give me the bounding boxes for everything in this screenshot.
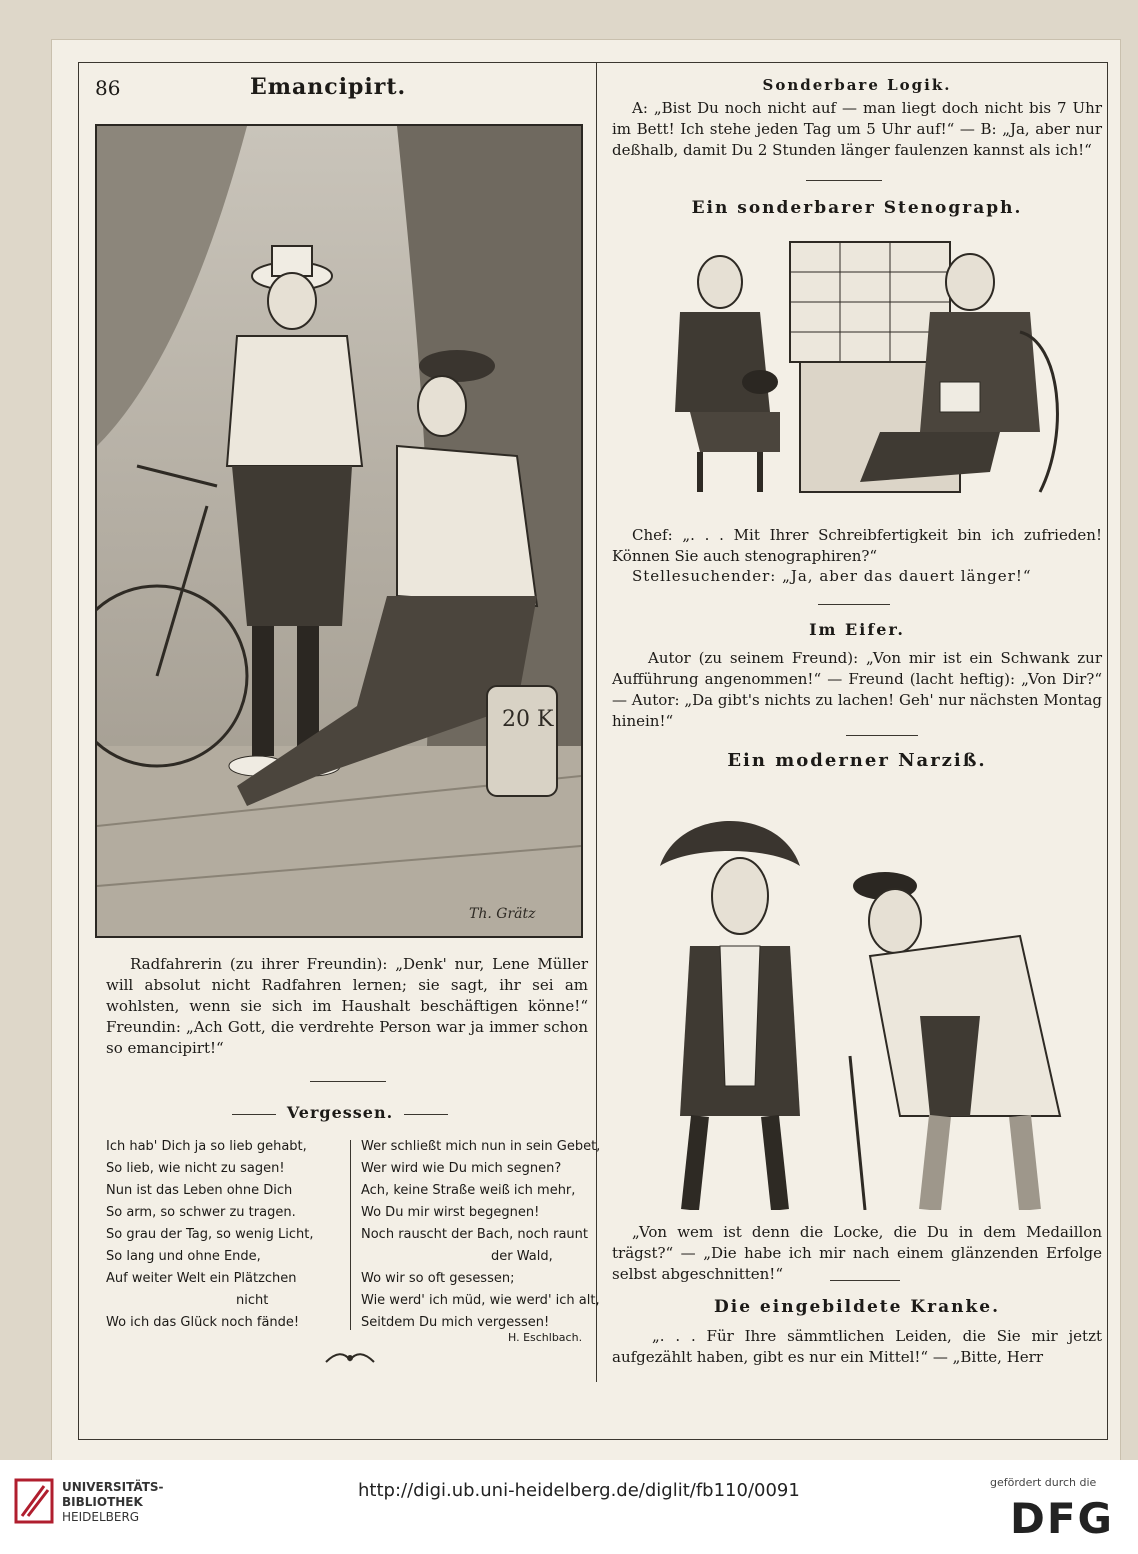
- library-line3: HEIDELBERG: [62, 1510, 140, 1524]
- page-title: Emancipirt.: [250, 74, 407, 100]
- office-drawing: [660, 232, 1094, 512]
- kranke-text: „. . . Für Ihre sämmtlichen Leiden, die Sie mir jetzt aufgezählt haben, gibt es nur ein Mittel!“ — „Bitte, Herr: [612, 1327, 1102, 1366]
- stenograph-title: Ein sonderbarer Stenograph.: [691, 198, 1023, 218]
- poem-line: Seitdem Du mich vergessen!: [361, 1315, 550, 1330]
- library-line2: BIBLIOTHEK: [62, 1495, 143, 1509]
- poem-line: Wo wir so oft gesessen;: [361, 1271, 515, 1286]
- logik-title: Sonderbare Logik.: [762, 76, 952, 94]
- stenograph-line2: Stellesuchender: „Ja, aber das dauert länger!“: [632, 567, 1032, 585]
- artist-signature: Th. Grätz: [469, 906, 536, 922]
- poem-author: H. Eschlbach.: [508, 1331, 583, 1344]
- eifer-rule: [846, 735, 918, 736]
- poem-left-column: [106, 1136, 342, 1334]
- milestone-label: 20 K: [502, 707, 554, 732]
- poem-line: Nun ist das Leben ohne Dich: [106, 1183, 293, 1198]
- poem-line: So lang und ohne Ende,: [106, 1249, 261, 1264]
- poem-line: Auf weiter Welt ein Plätzchen: [106, 1271, 297, 1286]
- poem-line: Wo ich das Glück noch fände!: [106, 1315, 300, 1330]
- poem-line: So grau der Tag, so wenig Licht,: [106, 1227, 314, 1242]
- narcissus-drawing: [620, 786, 1100, 1210]
- poem-line: Wer wird wie Du mich segnen?: [361, 1161, 562, 1176]
- poem-line: So lieb, wie nicht zu sagen!: [106, 1161, 285, 1176]
- poem-column-divider: [350, 1140, 351, 1330]
- page-number: 86: [95, 76, 121, 100]
- narziss-title: Ein moderner Narziß.: [727, 750, 987, 771]
- fleuron-ornament: [322, 1350, 378, 1368]
- eifer-text: Autor (zu seinem Freund): „Von mir ist ein Schwank zur Aufführung angenommen!“ — Freund (lacht heftig): „Von Dir?“ — Autor: „Da gibt's nichts zu lachen! Geh' nur nächsten Montag hinein!“: [612, 649, 1102, 730]
- poem-right-column: [361, 1136, 601, 1334]
- poem-ornament-left: [232, 1114, 276, 1115]
- caption-rule: [310, 1081, 386, 1082]
- dfg-logo: DFG: [1010, 1494, 1115, 1543]
- logik-text: A: „Bist Du noch nicht auf — man liegt doch nicht bis 7 Uhr im Bett! Ich stehe jeden Tag um 5 Uhr auf!“ — B: „Ja, aber nur deßhalb, damit Du 2 Stunden länger faulenzen kannst als ich!“: [612, 99, 1102, 159]
- library-logo-icon: [14, 1478, 54, 1524]
- eifer-title: Im Eifer.: [809, 620, 905, 639]
- poem-title: Vergessen.: [286, 1103, 394, 1122]
- man-with-cap: [850, 872, 1060, 1210]
- library-line1: UNIVERSITÄTS-: [62, 1480, 164, 1494]
- poem-line: Ach, keine Straße weiß ich mehr,: [361, 1183, 576, 1198]
- funding-note: gefördert durch die: [990, 1476, 1097, 1489]
- poem-line: Wer schließt mich nun in sein Gebet,: [361, 1139, 601, 1154]
- poem-line: So arm, so schwer zu tragen.: [106, 1205, 296, 1220]
- digitization-footer: [0, 1460, 1138, 1554]
- narziss-rule: [830, 1280, 900, 1281]
- poem-line: nicht: [236, 1293, 269, 1308]
- narziss-text: „Von wem ist denn die Locke, die Du in dem Medaillon trägst?“ — „Die habe ich mir nach einem glänzenden Erfolge selbst abgeschnitten!“: [612, 1223, 1102, 1283]
- cyclists-drawing: [97, 126, 581, 936]
- poem-ornament-right: [404, 1114, 448, 1115]
- stenograph-line1: Chef: „. . . Mit Ihrer Schreibfertigkeit bin ich zufrieden! Können Sie auch stenographiren?“: [612, 526, 1102, 565]
- poem-line: Ich hab' Dich ja so lieb gehabt,: [106, 1139, 307, 1154]
- main-caption: Radfahrerin (zu ihrer Freundin): „Denk' nur, Lene Müller will absolut nicht Radfahren lernen; sie sagt, ihr sei am wohlsten, wenn sie sich im Haushalt beschäftigen könne!“ Freundin: „Ach Gott, die verdrehte Person war ja immer schon so emancipirt!“: [106, 955, 588, 1057]
- logik-rule: [806, 180, 882, 181]
- kranke-title: Die eingebildete Kranke.: [714, 1297, 1000, 1317]
- poem-line: Noch rauscht der Bach, noch raunt: [361, 1227, 588, 1242]
- fleuron-icon: [322, 1350, 378, 1368]
- main-illustration: [95, 124, 583, 938]
- poem-line: Wie werd' ich müd, wie werd' ich alt,: [361, 1293, 600, 1308]
- poem-line: Wo Du mir wirst begegnen!: [361, 1205, 540, 1220]
- narziss-illustration: [620, 786, 1100, 1210]
- long-haired-man: [660, 821, 800, 1210]
- applicant-figure: [675, 256, 780, 492]
- poem-line: der Wald,: [491, 1249, 553, 1264]
- stenograph-rule: [818, 604, 890, 605]
- source-url[interactable]: http://digi.ub.uni-heidelberg.de/diglit/fb110/0091: [358, 1480, 800, 1501]
- stenograph-illustration: [660, 232, 1094, 512]
